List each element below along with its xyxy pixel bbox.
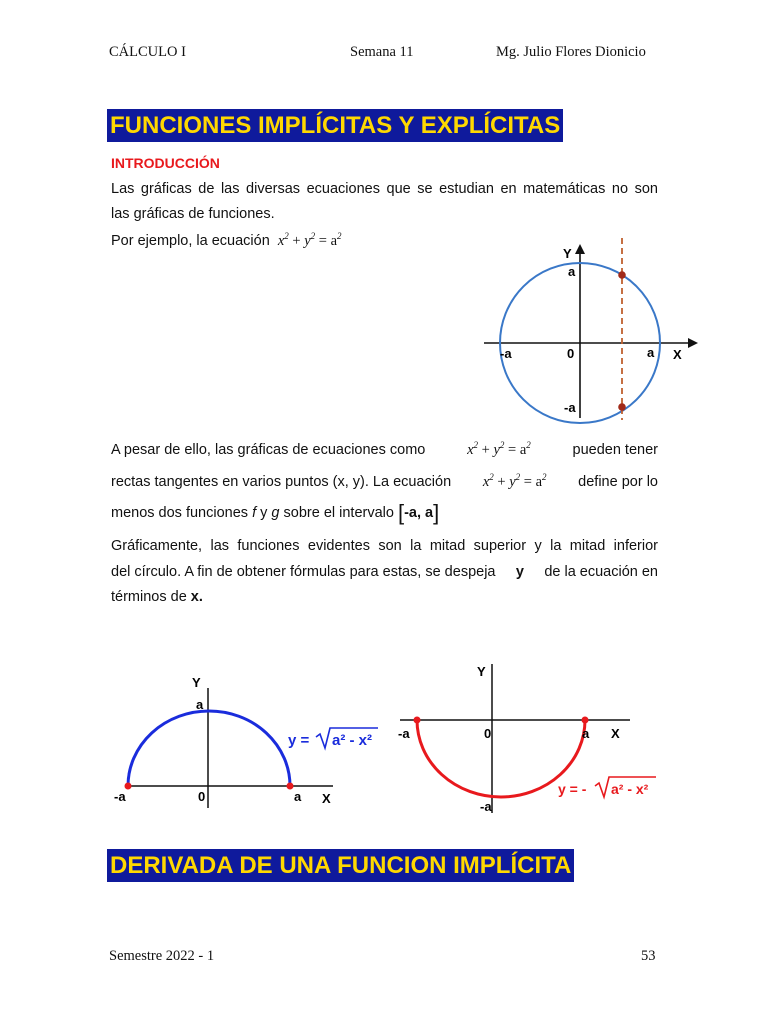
x-axis-label: X bbox=[611, 726, 620, 741]
lower-intersection-point bbox=[618, 403, 626, 411]
bottom-label: -a bbox=[564, 400, 576, 415]
intro-p1-line2: las gráficas de funciones. bbox=[111, 206, 275, 222]
intro-heading: INTRODUCCIÓN bbox=[111, 155, 220, 171]
p2-d: define por lo bbox=[578, 474, 658, 490]
left-label: -a bbox=[398, 726, 410, 741]
equation-inline-2: $x^2 + y^2 = a^2$ bbox=[482, 472, 547, 490]
y-axis-arrow bbox=[575, 244, 585, 254]
p3-line1: Gráficamente, las funciones evidentes son la mitad superior y la mitad inferior bbox=[111, 538, 658, 554]
header-course: CÁLCULO I bbox=[109, 44, 186, 60]
origin-label: 0 bbox=[484, 726, 492, 741]
footer-semester: Semestre 2022 - 1 bbox=[109, 948, 215, 964]
circle-graph bbox=[470, 236, 700, 426]
x-axis-arrow bbox=[688, 338, 698, 348]
right-label: a bbox=[647, 345, 655, 360]
right-endpoint bbox=[582, 717, 589, 724]
upper-semicircle-curve bbox=[128, 711, 290, 786]
lower-formula-radicand: a² - x² bbox=[611, 781, 649, 797]
example-lead: Por ejemplo, la ecuación bbox=[111, 233, 270, 249]
p2-c: rectas tangentes en varios puntos (x, y). La ecuación bbox=[111, 474, 452, 490]
p3-line3: términos de x. bbox=[111, 589, 203, 605]
p2-a: A pesar de ello, las gráficas de ecuaciones como bbox=[111, 442, 426, 458]
header-author: Mg. Julio Flores Dionicio bbox=[496, 44, 646, 60]
right-label: a bbox=[582, 726, 590, 741]
y-axis-label: Y bbox=[563, 246, 572, 261]
p3-line2: del círculo. A fin de obtener fórmulas para estas, se despeja y de la ecuación en bbox=[111, 564, 658, 580]
top-label: a bbox=[568, 264, 576, 279]
p2-b: pueden tener bbox=[572, 442, 658, 458]
upper-formula-prefix: y = bbox=[288, 732, 310, 749]
left-label: -a bbox=[114, 789, 126, 804]
section-title-derivada: DERIVADA DE UNA FUNCION IMPLÍCITA bbox=[107, 849, 574, 882]
p2-line1 bbox=[111, 437, 658, 463]
top-label: a bbox=[196, 697, 204, 712]
left-endpoint bbox=[414, 717, 421, 724]
intro-p1-line1: Las gráficas de las diversas ecuaciones que se estudian en matemáticas no son bbox=[111, 181, 658, 197]
lower-semicircle-graph bbox=[392, 658, 682, 823]
lower-formula bbox=[558, 777, 656, 797]
y-axis-label: Y bbox=[477, 664, 486, 679]
p2-line2 bbox=[111, 469, 658, 495]
x-axis-label: X bbox=[322, 791, 331, 806]
page-number: 53 bbox=[641, 948, 656, 964]
right-label: a bbox=[294, 789, 302, 804]
p2-line3: menos dos funciones f y g sobre el intervalo [-a, a] bbox=[111, 500, 440, 525]
equation-inline-1: $x^2 + y^2 = a^2$ bbox=[467, 440, 531, 458]
right-endpoint bbox=[287, 783, 294, 790]
lower-formula-prefix: y = - bbox=[558, 781, 587, 797]
origin-label: 0 bbox=[567, 346, 575, 361]
upper-intersection-point bbox=[618, 271, 626, 279]
upper-semicircle-graph bbox=[108, 660, 408, 820]
left-label: -a bbox=[500, 346, 512, 361]
origin-label: 0 bbox=[198, 789, 206, 804]
interval: [-a, a] bbox=[397, 500, 440, 525]
example-line bbox=[111, 228, 342, 254]
upper-formula-radicand: a² - x² bbox=[332, 732, 373, 749]
header-week: Semana 11 bbox=[350, 44, 414, 60]
page-title: FUNCIONES IMPLÍCITAS Y EXPLÍCITAS bbox=[107, 109, 563, 142]
circle-equation: $x^2 + y^2 = a^2$ bbox=[277, 231, 342, 249]
bottom-label: -a bbox=[480, 799, 492, 814]
upper-formula bbox=[288, 728, 378, 749]
y-axis-label: Y bbox=[192, 675, 201, 690]
x-axis-label: X bbox=[673, 347, 682, 362]
